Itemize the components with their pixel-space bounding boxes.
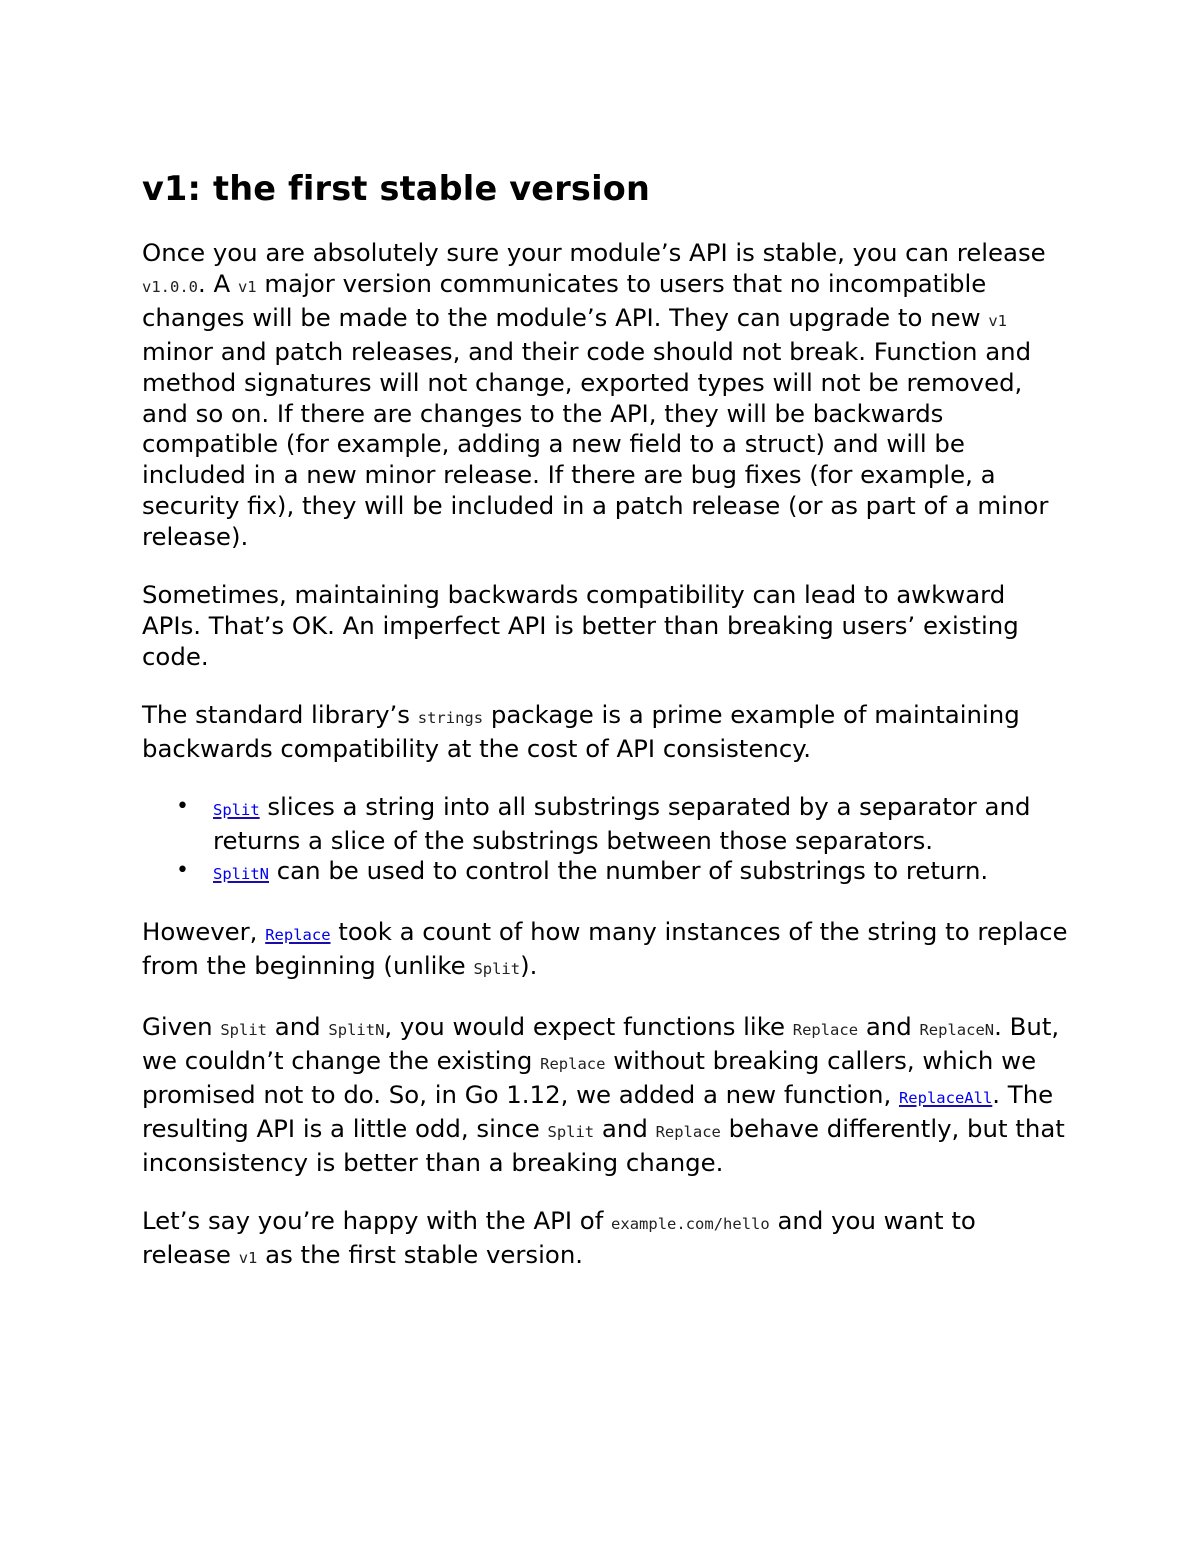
document-page bbox=[142, 168, 1072, 1300]
bullet-icon: • bbox=[176, 793, 189, 819]
paragraph-stable-release bbox=[142, 238, 1072, 553]
inline-code: Replace bbox=[655, 1122, 721, 1141]
inline-code: Replace bbox=[540, 1055, 606, 1074]
inline-code: example.com/hello bbox=[611, 1214, 770, 1233]
text-run: . The resulting API is a little odd, since bbox=[142, 1079, 1054, 1143]
text-run: . But, we couldn’t change the existing bbox=[142, 1012, 1060, 1076]
text-run: as the first stable version. bbox=[257, 1239, 584, 1269]
text-run: and bbox=[594, 1113, 656, 1143]
inline-code: SplitN bbox=[328, 1021, 385, 1040]
text-run: without breaking callers, which we promised not to do. So, in Go 1.12, we added a new function, bbox=[142, 1046, 1037, 1109]
inline-code: v1 bbox=[237, 277, 257, 296]
text-run: can be used to control the number of substrings to return. bbox=[269, 856, 989, 886]
text-run: ). bbox=[520, 951, 538, 981]
link-replaceall[interactable] bbox=[899, 1080, 992, 1109]
text-run: However, bbox=[142, 917, 266, 947]
text-run: The standard library’s bbox=[142, 699, 418, 729]
text-run: and bbox=[858, 1012, 920, 1042]
inline-code: Replace bbox=[792, 1021, 859, 1040]
inline-code: v1.0.0 bbox=[142, 277, 198, 296]
text-run: Given bbox=[142, 1012, 221, 1042]
page-title: v1: the first stable version bbox=[142, 169, 651, 208]
text-run: . A bbox=[198, 268, 238, 298]
inline-code: Split bbox=[547, 1122, 595, 1141]
inline-code: Split bbox=[473, 960, 521, 979]
text-run: and you want to release bbox=[142, 1205, 976, 1269]
paragraph-replaceall bbox=[142, 1012, 1072, 1179]
link-code: ReplaceAll bbox=[898, 1088, 993, 1107]
paragraph-strings-package bbox=[142, 700, 1072, 765]
text-run: slices a string into all substrings separated by a separator and returns a slice of the substrings between those separators. bbox=[213, 791, 1031, 855]
inline-code: ReplaceN bbox=[919, 1021, 995, 1040]
inline-code: Split bbox=[220, 1021, 268, 1040]
link-split[interactable] bbox=[213, 792, 260, 821]
bullet-icon: • bbox=[176, 858, 189, 884]
inline-code: v1 bbox=[988, 311, 1008, 330]
strings-function-list bbox=[142, 792, 1072, 891]
link-code: Replace bbox=[265, 926, 331, 945]
text-run: and bbox=[267, 1012, 329, 1042]
text-run: Once you are absolutely sure your module’s API is stable, you can release bbox=[142, 238, 1046, 267]
text-run: , you would expect functions like bbox=[384, 1012, 793, 1042]
text-run: Let’s say you’re happy with the API of bbox=[142, 1205, 612, 1235]
inline-code: strings bbox=[417, 708, 484, 727]
link-code: Split bbox=[213, 800, 260, 819]
text-run: behave differently, but that inconsistency is better than a breaking change. bbox=[142, 1113, 1065, 1177]
text-run: major version communicates to users that no incompatible changes will be made to the module’s API. They can upgrade to new bbox=[142, 268, 989, 332]
link-replace[interactable] bbox=[265, 917, 330, 946]
list-item bbox=[176, 856, 1072, 890]
text-run: package is a prime example of maintaining backwards compatibility at the cost of API consistency. bbox=[142, 699, 1020, 763]
list-item bbox=[176, 791, 1072, 857]
text-run: took a count of how many instances of the string to replace from the beginning (unlike bbox=[142, 917, 1068, 981]
paragraph-awkward-apis: Sometimes, maintaining backwards compatibility can lead to awkward APIs. That’s OK. An imperfect API is better than breaking users’ existing code. bbox=[142, 580, 1019, 671]
inline-code: v1 bbox=[238, 1248, 258, 1267]
paragraph-release-v1 bbox=[142, 1206, 1072, 1274]
link-splitn[interactable] bbox=[213, 856, 269, 885]
link-code: SplitN bbox=[213, 865, 269, 884]
paragraph-replace-count bbox=[142, 917, 1072, 985]
text-run: minor and patch releases, and their code should not break. Function and method signatures will not change, exported types will not be removed, and so on. If there are changes to the API, they will be backwards compatible (for example, adding a new field to a struct) and will be included in a new minor release. If there are bug fixes (for example, a security fix), they will be included in a patch release (or as part of a minor release). bbox=[142, 336, 1049, 552]
